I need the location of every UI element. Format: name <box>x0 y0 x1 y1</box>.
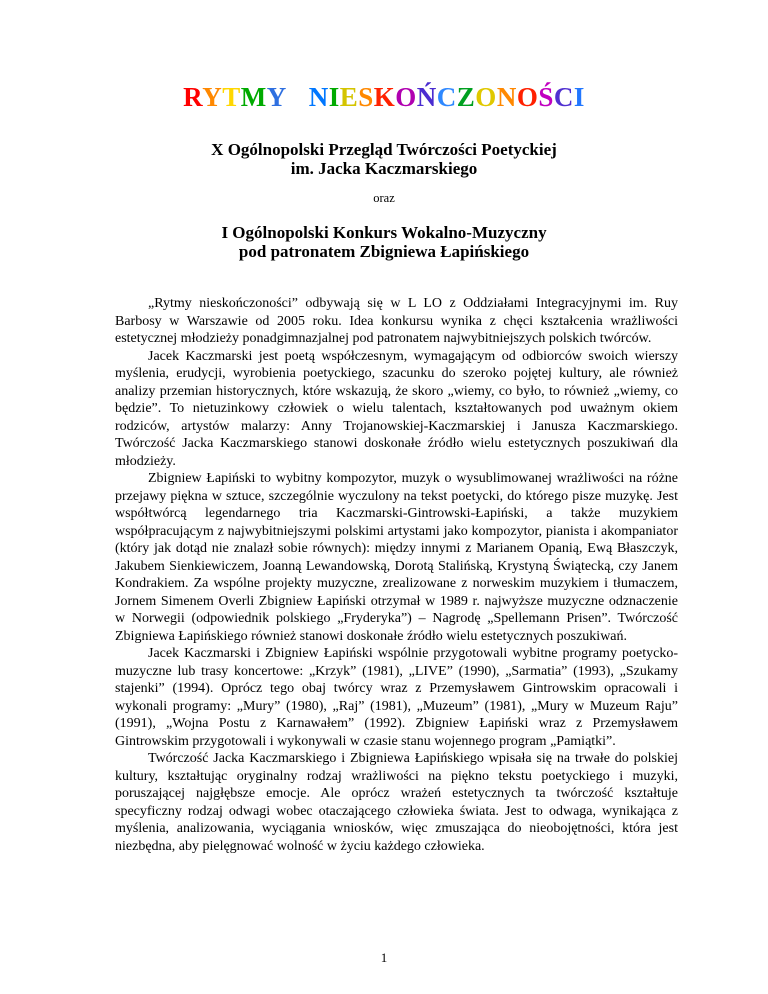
title-letter: E <box>339 82 359 112</box>
paragraph: Jacek Kaczmarski i Zbigniew Łapiński wspólnie przygotowali wybitne programy poetycko-muzyczne lub trasy koncertowe: „Krzyk” (1981), „LIVE” (1990), „Sarmatia” (1993), „Szukamy stajenki” (1994). Oprócz tego obaj twórcy wraz z Przemysławem Gintrowskim opracowali i wykonali programy: „Mury” (1980), „Raj” (1981), „Muzeum” (1981), „Mury w Muzeum Raju” (1991), „Wojna Postu z Karnawałem” (1992). Zbigniew Łapiński wraz z Przemysławem Gintrowskim przygotowali i wykonywali w czasie stanu wojennego program „Pamiątki”. <box>115 646 678 749</box>
paragraph: Twórczość Jacka Kaczmarskiego i Zbigniewa Łapińskiego wpisała się na trwałe do polskiej kultury, kształtując oryginalny rodzaj wrażliwości na piękno tekstu poetyckiego i muzyki, poruszającej najgłębsze emocje. Ale oprócz wrażeń estetycznych ta twórczość kształtuje specyficzny rodzaj odwagi wobec otaczającego człowieka świata. Jest to odwaga, wynikająca z myślenia, analizowania, wyciągania wniosków, więc zmuszająca do nieobojętności, która jest niezbędna, aby pielęgnować wolność w życiu każdego człowieka. <box>115 751 678 854</box>
title-word-nieskonczonosci <box>309 82 585 113</box>
paragraph: Jacek Kaczmarski jest poetą współczesnym, wymagającym od odbiorców swoich wierszy myślenia, erudycji, wyrobienia poetyckiego, szacunku do szeroko pojętej kultury, ale również analizy przemian historycznych, które wskazują, że skoro „wiemy, co było, to również „wiemy, co będzie”. To nietuzinkowy człowiek o wielu talentach, kształtowanych pod uważnym okiem rodziców, artystów malarzy: Anny Trojanowskiej-Kaczmarskiej i Janusza Kaczmarskiego. Twórczość Jacka Kaczmarskiego stanowi doskonałe źródło wielu estetycznych poszukiwań dla młodzieży. <box>115 348 678 469</box>
title-letter: I <box>328 82 340 112</box>
title-letter: M <box>240 82 267 112</box>
page-number: 1 <box>380 950 388 965</box>
title-letter: C <box>553 82 574 112</box>
title-letter: T <box>222 82 241 112</box>
paragraph: Zbigniew Łapiński to wybitny kompozytor, muzyk o wysublimowanej wrażliwości na różne przejawy piękna w sztuce, szczególnie wyczulony na tekst poetycki, do którego pisze muzykę. Jest współtwórcą legendarnego tria Kaczmarski-Gintrowski-Łapiński, a także muzykiem współpracującym z najwybitniejszymi polskimi artystami jako kompozytor, pianista i akompaniator (który jak dotąd nie znalazł sobie równych): między innymi z Marianem Opanią, Ewą Błaszczyk, Jakubem Sienkiewiczem, Joanną Lewandowską, Dorotą Stalińską, Krystyną Świątecką, czy Janem Kondrakiem. Za wspólne projekty muzyczne, zrealizowane z norweskim muzykiem i tłumaczem, Jornem Simenem Overli Zbigniew Łapiński otrzymał w 1989 r. najwyższe muzyczne odznaczenie w Norwegii (odpowiednik polskiego „Fryderyka”) – Nagrodę „Spellemann Prisen”. Twórczość Zbigniewa Łapińskiego również stanowi doskonałe źródło wielu estetycznych poszukiwań. <box>115 471 678 644</box>
contest-heading <box>0 223 768 261</box>
title-letter: R <box>183 82 203 112</box>
body-text <box>115 295 678 855</box>
title-letter: K <box>373 82 396 112</box>
title-letter: Y <box>266 82 287 112</box>
title-letter: C <box>436 82 457 112</box>
conjunction-text: oraz <box>373 191 395 205</box>
title-letter: O <box>395 82 417 112</box>
title-letter: O <box>516 82 539 112</box>
title-letter: O <box>475 82 497 112</box>
title-letter: I <box>573 82 585 112</box>
title-letter: Ś <box>538 82 554 112</box>
title-letter: N <box>308 82 329 112</box>
title-letter: Ń <box>416 82 437 112</box>
title-word-rytmy <box>183 82 287 113</box>
review-heading-line1: X Ogólnopolski Przegląd Twórczości Poetyckiej <box>211 140 557 159</box>
title-letter: S <box>358 82 374 112</box>
document-title <box>0 82 768 113</box>
title-letter: Z <box>456 82 476 112</box>
paragraph: „Rytmy nieskończoności” odbywają się w L LO z Oddziałami Integracyjnymi im. Ruy Barbosy w Warszawie od 2005 roku. Idea konkursu wynika z chęci kształcenia wrażliwości estetycznej młodzieży ponadgimnazjalnej pod patronatem najwybitniejszych polskich twórców. <box>115 296 678 346</box>
title-letter: N <box>496 82 517 112</box>
title-letter: Y <box>202 82 223 112</box>
review-heading <box>0 140 768 178</box>
review-heading-line2: im. Jacka Kaczmarskiego <box>290 159 478 178</box>
contest-heading-line1: I Ogólnopolski Konkurs Wokalno-Muzyczny <box>221 223 547 242</box>
contest-heading-line2: pod patronatem Zbigniewa Łapińskiego <box>238 242 530 261</box>
